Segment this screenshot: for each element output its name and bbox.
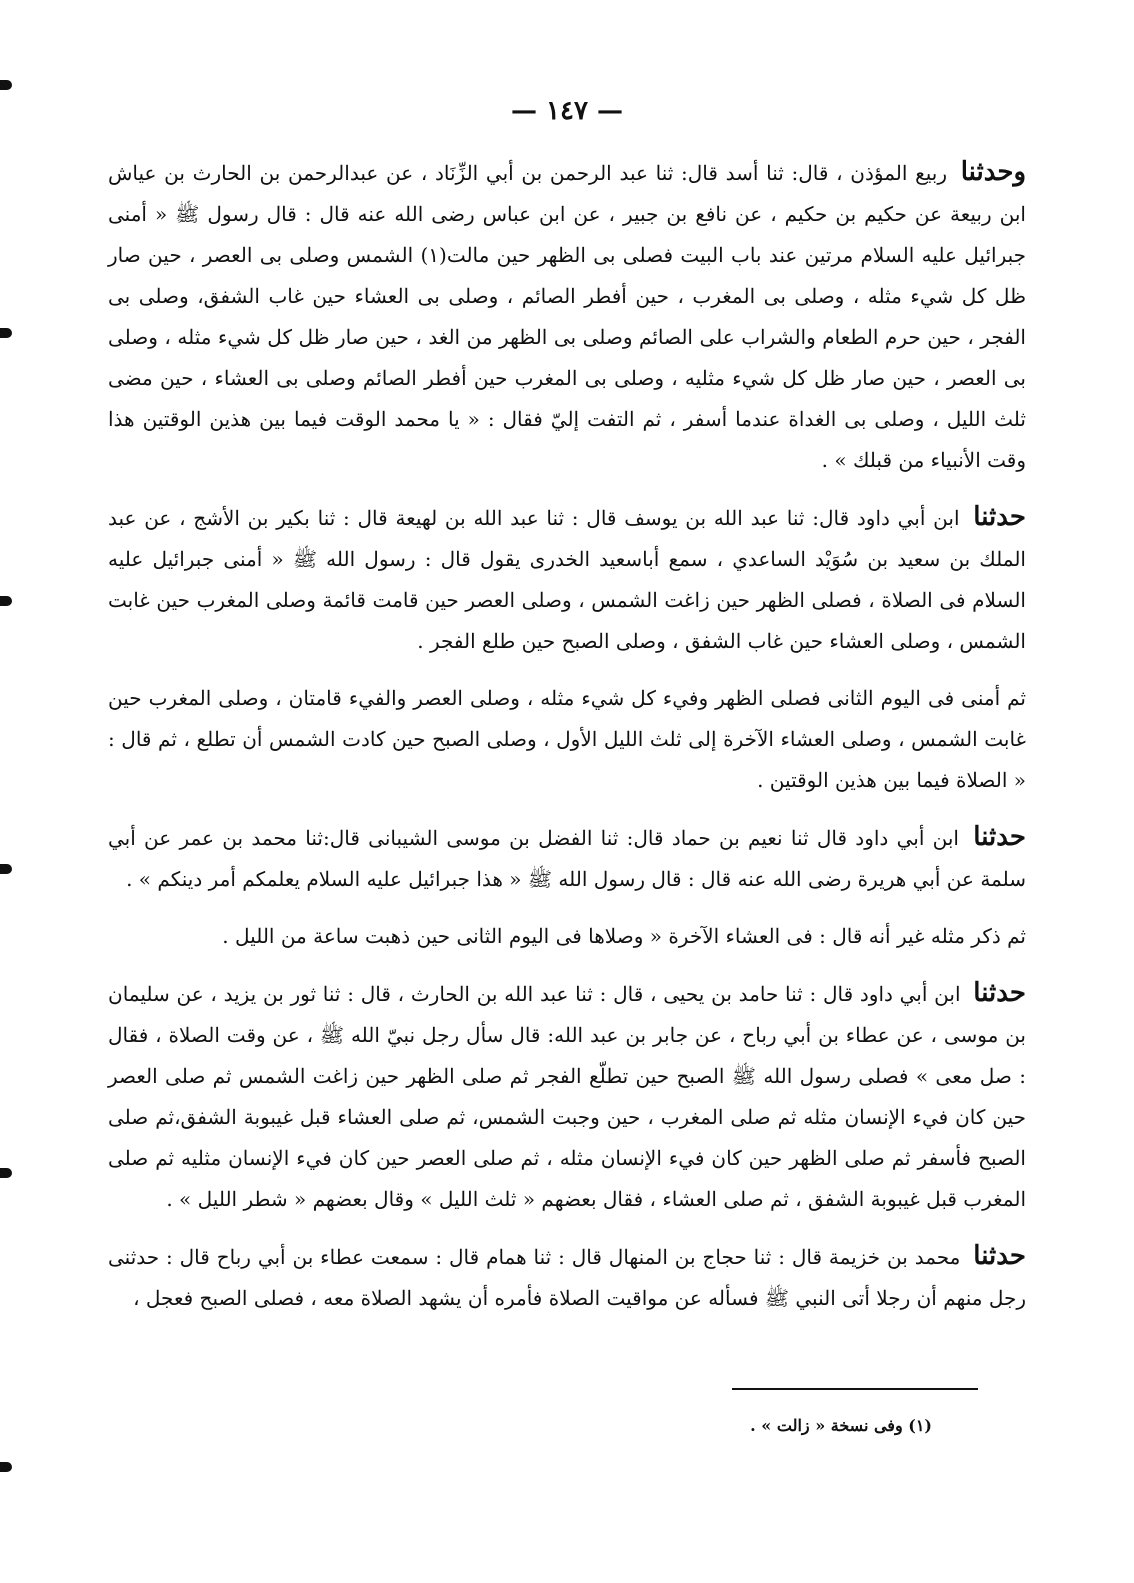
binding-hole-mark — [0, 80, 12, 90]
binding-hole-mark — [0, 328, 12, 338]
footnote: (١) وفى نسخة « زالت » . — [750, 1416, 932, 1435]
binding-hole-mark — [0, 1168, 12, 1178]
paragraph-3 — [108, 678, 1026, 801]
paragraph-6 — [108, 973, 1026, 1220]
paragraph-4 — [108, 817, 1026, 900]
main-text — [108, 152, 1026, 1335]
footnote-divider — [732, 1388, 978, 1390]
paragraph-text: ربيع المؤذن ، قال: ثنا أسد قال: ثنا عبد الرحمن بن أبي الزِّنَاد ، عن عبدالرحمن بن الحارث بن عياش ابن ربيعة عن حكيم بن حكيم ، عن نافع بن جبير ، عن ابن عباس رضى الله عنه قال : قال رسول ﷺ « أمنى جبرائيل عليه السلام مرتين عند باب البيت فصلى بى الظهر حين مالت(١) الشمس وصلى بى العصر ، حين صار ظل كل شيء مثله ، وصلى بى المغرب ، حين أفطر الصائم ، وصلى بى العشاء حين غاب الشفق، وصلى بى الفجر ، حين حرم الطعام والشراب على الصائم وصلى بى الظهر من الغد ، حين صار ظل كل شيء مثله ، وصلى بى العصر ، حين صار ظل كل شيء مثليه ، وصلى بى المغرب حين أفطر الصائم وصلى بى العشاء ، حين مضى ثلث الليل ، وصلى بى الغداة عندما أسفر ، ثم التفت إليّ فقال : « يا محمد الوقت فيما بين هذين الوقتين هذا وقت الأنبياء من قبلك » . — [108, 161, 1027, 472]
paragraph-text: محمد بن خزيمة قال : ثنا حجاج بن المنهال قال : ثنا همام قال : سمعت عطاء بن أبي رباح قال : حدثنى رجل منهم أن رجلا أتى النبي ﷺ فسأله عن مواقيت الصلاة فأمره أن يشهد الصلاة معه ، فصلى الصبح فعجل ، — [108, 1245, 1026, 1310]
binding-hole-mark — [0, 1462, 12, 1472]
paragraph-5 — [108, 916, 1026, 957]
paragraph-2 — [108, 497, 1026, 662]
paragraph-text: ثم أمنى فى اليوم الثانى فصلى الظهر وفيء كل شيء مثله ، وصلى العصر والفيء قامتان ، وصلى المغرب حين غابت الشمس ، وصلى العشاء الآخرة إلى ثلث الليل الأول ، وصلى الصبح حين كادت الشمس أن تطلع ، ثم قال : « الصلاة فيما بين هذين الوقتين . — [108, 686, 1026, 792]
paragraph-7 — [108, 1236, 1026, 1319]
page-number: — ١٤٧ — — [510, 96, 624, 126]
paragraph-lead: وحدثنا — [960, 157, 1027, 187]
paragraph-text: ابن أبي داود قال ثنا نعيم بن حماد قال: ثنا الفضل بن موسى الشيبانى قال:ثنا محمد بن عمر عن أبي سلمة عن أبي هريرة رضى الله عنه قال : قال رسول الله ﷺ « هذا جبرائيل عليه السلام يعلمكم أمر دينكم » . — [108, 826, 1026, 891]
paragraph-text: ابن أبي داود قال: ثنا عبد الله بن يوسف قال : ثنا عبد الله بن لهيعة قال : ثنا بكير بن الأشج ، عن عبد الملك بن سعيد بن سُوَيْد الساعدي ، سمع أباسعيد الخدرى يقول قال : رسول الله ﷺ « أمنى جبرائيل عليه السلام فى الصلاة ، فصلى الظهر حين زاغت الشمس ، وصلى العصر حين قامت قائمة وصلى المغرب حين غابت الشمس ، وصلى العشاء حين غاب الشفق ، وصلى الصبح حين طلع الفجر . — [108, 506, 1026, 653]
binding-hole-mark — [0, 864, 12, 874]
paragraph-lead: حدثنا — [973, 822, 1027, 852]
paragraph-1 — [108, 152, 1026, 481]
paragraph-text: ثم ذكر مثله غير أنه قال : فى العشاء الآخرة « وصلاها فى اليوم الثانى حين ذهبت ساعة من الليل . — [222, 924, 1026, 948]
paragraph-lead: حدثنا — [973, 502, 1027, 532]
paragraph-lead: حدثنا — [973, 1241, 1027, 1271]
binding-hole-mark — [0, 596, 12, 606]
paragraph-lead: حدثنا — [973, 978, 1027, 1008]
paragraph-text: ابن أبي داود قال : ثنا حامد بن يحيى ، قال : ثنا عبد الله بن الحارث ، قال : ثنا ثور بن يزيد ، عن سليمان بن موسى ، عن عطاء بن أبي رباح ، عن جابر بن عبد الله: قال سأل رجل نبيّ الله ﷺ ، عن وقت الصلاة ، فقال : صل معى » فصلى رسول الله ﷺ الصبح حين تطلّع الفجر ثم صلى الظهر حين زاغت الشمس ثم صلى العصر حين كان فيء الإنسان مثله ثم صلى المغرب ، حين وجبت الشمس، ثم صلى العشاء قبل غيبوبة الشفق،ثم صلى الصبح فأسفر ثم صلى الظهر حين كان فيء الإنسان مثله ، ثم صلى العصر حين كان فيء الإنسان مثليه ثم صلى المغرب قبل غيبوبة الشفق ، ثم صلى العشاء ، فقال بعضهم « ثلث الليل » وقال بعضهم « شطر الليل » . — [108, 982, 1027, 1211]
